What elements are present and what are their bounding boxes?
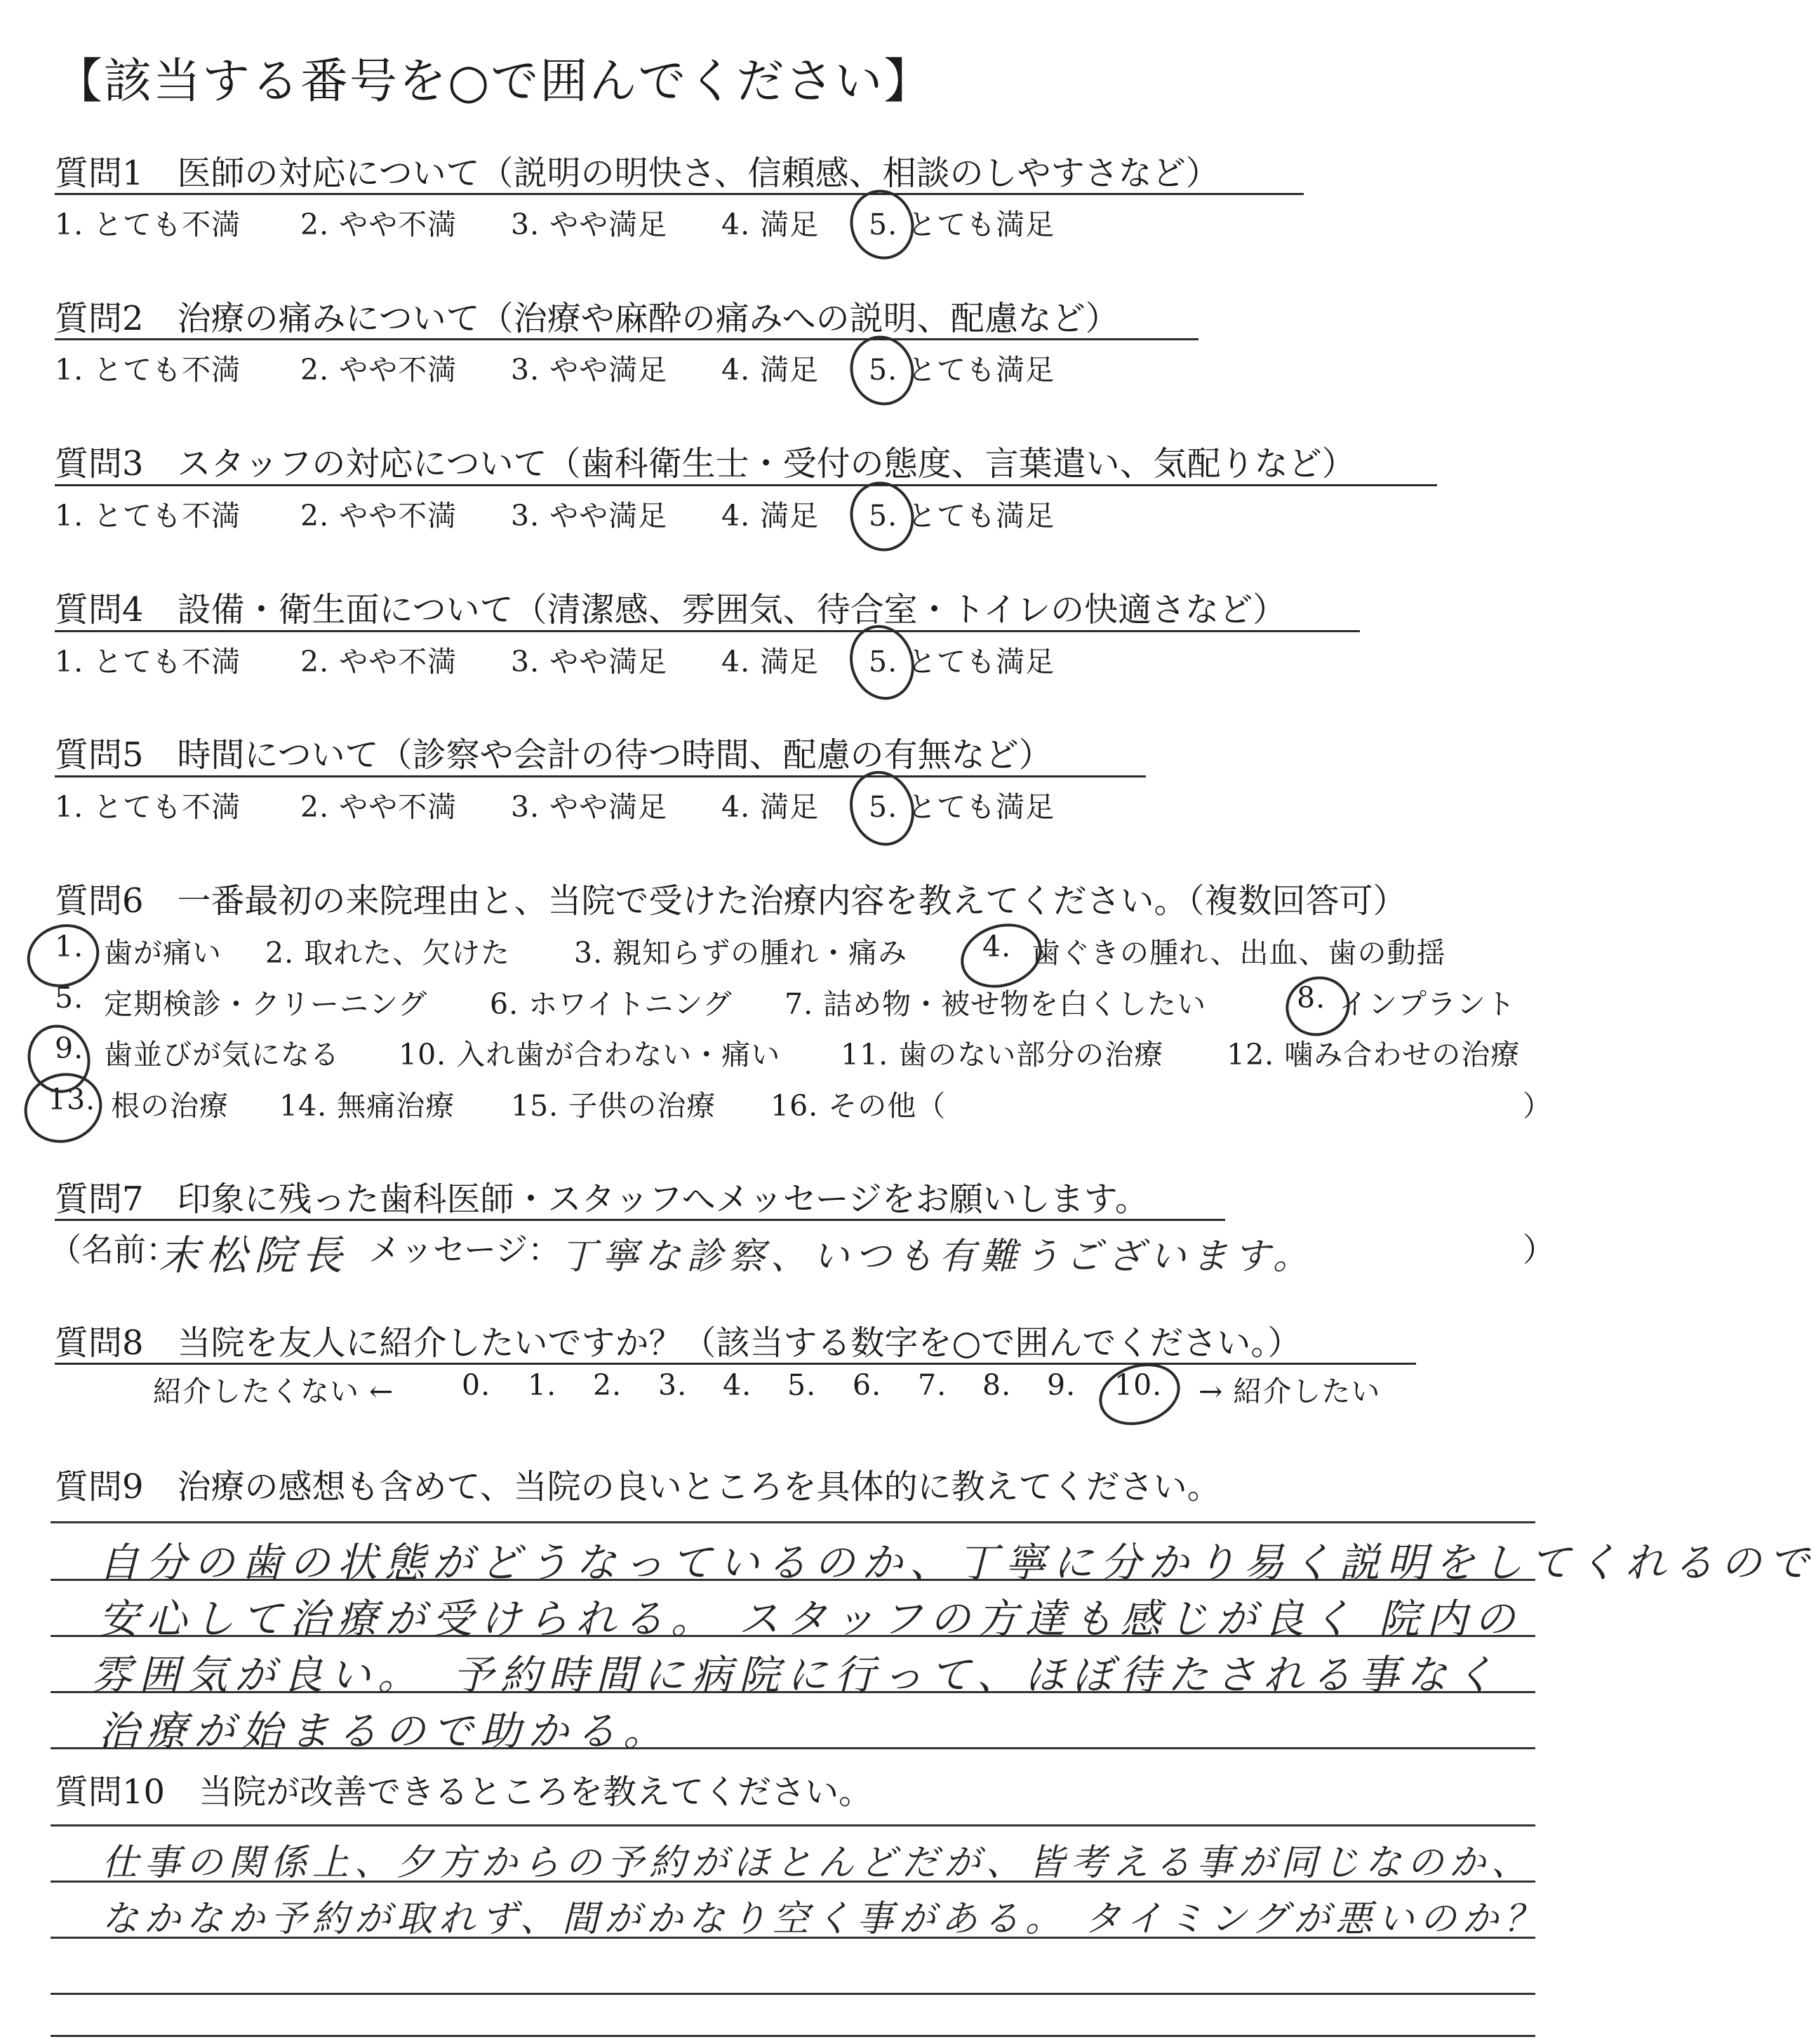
scale-0[interactable]: 0.: [462, 1368, 491, 1402]
option-5[interactable]: 5. とても満足: [869, 499, 1055, 533]
question-4-label: 質問4 設備・衛生面について（清潔感、雰囲気、待合室・トイレの快適さなど）: [55, 590, 1287, 629]
question-2-options: [0, 347, 1617, 389]
option-5-text: 定期検診・クリーニング: [104, 987, 428, 1021]
question-8-scale: [0, 1368, 1617, 1417]
message-handwritten[interactable]: 丁寧な診察、いつも有難うございます。: [560, 1236, 1315, 1278]
option-2[interactable]: 2. やや不満: [300, 645, 458, 679]
scale-4[interactable]: 4.: [723, 1368, 752, 1402]
question-2-label: 質問2 治療の痛みについて（治療や麻酔の痛みへの説明、配慮など）: [55, 299, 1119, 338]
option-8-text: インプラント: [1339, 987, 1516, 1021]
option-4[interactable]: 4. 満足: [721, 790, 820, 824]
option-4[interactable]: 4. 満足: [721, 645, 820, 679]
option-4[interactable]: 4.: [982, 930, 1012, 963]
option-4[interactable]: 4. 満足: [721, 499, 820, 533]
option-13[interactable]: 13.: [48, 1083, 96, 1116]
q9-answer-line-1[interactable]: 自分の歯の状態がどうなっているのか、丁寧に分かり易く説明をしてくれるので: [98, 1539, 1816, 1587]
option-9[interactable]: 9.: [55, 1031, 84, 1065]
scale-1[interactable]: 1.: [528, 1368, 557, 1402]
scale-8[interactable]: 8.: [982, 1368, 1012, 1402]
option-15[interactable]: 15. 子供の治療: [511, 1089, 716, 1123]
option-16-close: ）: [1523, 1089, 1552, 1123]
name-prefix: （名前：: [49, 1231, 178, 1269]
option-2[interactable]: 2. 取れた、欠けた: [265, 936, 511, 970]
q10-answer-line-1[interactable]: 仕事の関係上、夕方からの予約がほとんどだが、皆考える事が同じなのか、: [102, 1842, 1534, 1884]
question-1-options: [0, 201, 1617, 243]
option-12[interactable]: 12. 噛み合わせの治療: [1227, 1038, 1521, 1071]
page-title: 【該当する番号を○で囲んでください】: [55, 54, 933, 109]
question-6-label: 質問6 一番最初の来院理由と、当院で受けた治療内容を教えてください。（複数回答可）: [55, 881, 1407, 921]
option-3[interactable]: 3. 親知らずの腫れ・痛み: [574, 936, 908, 970]
option-2[interactable]: 2. やや不満: [300, 353, 458, 387]
option-5[interactable]: 5. とても満足: [869, 208, 1055, 241]
scale-10[interactable]: 10.: [1114, 1368, 1163, 1402]
question-7-label: 質問7 印象に残った歯科医師・スタッフへメッセージをお願いします。: [55, 1180, 1149, 1219]
question-6-row-4: [0, 1083, 1617, 1132]
question-3-options: [0, 493, 1617, 535]
option-1[interactable]: 1. とても不満: [55, 353, 241, 387]
message-close-paren: ）: [1523, 1231, 1555, 1269]
option-5[interactable]: 5. とても満足: [869, 790, 1055, 824]
q9-answer-line-2[interactable]: 安心して治療が受けられる。 スタッフの方達も感じが良く 院内の: [98, 1595, 1522, 1643]
option-16[interactable]: 16. その他（: [770, 1089, 947, 1123]
q10-answer-line-2[interactable]: なかなか予約が取れず、間がかなり空く事がある。 タイミングが悪いのか？: [102, 1898, 1547, 1940]
option-10[interactable]: 10. 入れ歯が合わない・痛い: [399, 1038, 781, 1071]
question-9-label: 質問9 治療の感想も含めて、当院の良いところを具体的に教えてください。: [55, 1467, 1221, 1507]
scale-7[interactable]: 7.: [918, 1368, 947, 1402]
scale-9[interactable]: 9.: [1047, 1368, 1076, 1402]
q9-answer-line-3[interactable]: 雰囲気が良い。 予約時間に病院に行って、ほぼ待たされる事なく: [91, 1651, 1502, 1699]
option-1[interactable]: 1. とても不満: [55, 645, 241, 679]
question-6-row-1: [0, 930, 1617, 979]
option-3[interactable]: 3. やや満足: [511, 353, 668, 387]
option-14[interactable]: 14. 無痛治療: [279, 1089, 455, 1123]
option-1[interactable]: 1.: [55, 930, 84, 963]
option-3[interactable]: 3. やや満足: [511, 499, 668, 533]
question-5-label: 質問5 時間について（診察や会計の待つ時間、配慮の有無など）: [55, 735, 1053, 775]
question-3-label: 質問3 スタッフの対応について（歯科衛生士・受付の態度、言葉遣い、気配りなど）: [55, 444, 1356, 483]
option-13-text: 根の治療: [111, 1089, 229, 1123]
question-6-row-3: [0, 1031, 1617, 1081]
option-1[interactable]: 1. とても不満: [55, 790, 241, 824]
scale-3[interactable]: 3.: [658, 1368, 688, 1402]
option-5[interactable]: 5.: [55, 981, 84, 1015]
option-4[interactable]: 4. 満足: [721, 208, 820, 241]
option-4[interactable]: 4. 満足: [721, 353, 820, 387]
message-prefix: メッセージ：: [368, 1231, 561, 1269]
option-1[interactable]: 1. とても不満: [55, 208, 241, 241]
question-10-label: 質問10 当院が改善できるところを教えてください。: [55, 1772, 873, 1812]
scale-2[interactable]: 2.: [593, 1368, 622, 1402]
option-1-text: 歯が痛い: [104, 936, 222, 970]
question-6-row-2: [0, 981, 1617, 1030]
option-2[interactable]: 2. やや不満: [300, 208, 458, 241]
answer-circle-q8: [1091, 1354, 1188, 1435]
scale-left-label: 紹介したくない ←: [153, 1375, 394, 1408]
option-2[interactable]: 2. やや不満: [300, 499, 458, 533]
option-2[interactable]: 2. やや不満: [300, 790, 458, 824]
option-3[interactable]: 3. やや満足: [511, 208, 668, 241]
scale-6[interactable]: 6.: [853, 1368, 882, 1402]
option-4-text: 歯ぐきの腫れ、出血、歯の動揺: [1031, 936, 1446, 970]
option-5[interactable]: 5. とても満足: [869, 645, 1055, 679]
option-1[interactable]: 1. とても不満: [55, 499, 241, 533]
scale-right-label: → 紹介したい: [1199, 1375, 1381, 1408]
q9-answer-line-4[interactable]: 治療が始まるので助かる。: [98, 1707, 672, 1755]
option-3[interactable]: 3. やや満足: [511, 790, 668, 824]
option-8[interactable]: 8.: [1297, 981, 1326, 1015]
option-9-text: 歯並びが気になる: [104, 1038, 340, 1071]
question-8-label: 質問8 当院を友人に紹介したいですか？（該当する数字を○で囲んでください。）: [55, 1323, 1302, 1363]
option-3[interactable]: 3. やや満足: [511, 645, 668, 679]
scale-5[interactable]: 5.: [787, 1368, 817, 1402]
question-5-options: [0, 784, 1617, 826]
option-7[interactable]: 7. 詰め物・被せ物を白くしたい: [785, 987, 1207, 1021]
question-4-options: [0, 639, 1617, 681]
option-6[interactable]: 6. ホワイトニング: [490, 987, 733, 1021]
staff-name-handwritten[interactable]: 末松院長: [159, 1231, 350, 1279]
option-11[interactable]: 11. 歯のない部分の治療: [841, 1038, 1164, 1071]
option-5[interactable]: 5. とても満足: [869, 353, 1055, 387]
question-1-label: 質問1 医師の対応について（説明の明快さ、信頼感、相談のしやすさなど）: [55, 154, 1220, 193]
